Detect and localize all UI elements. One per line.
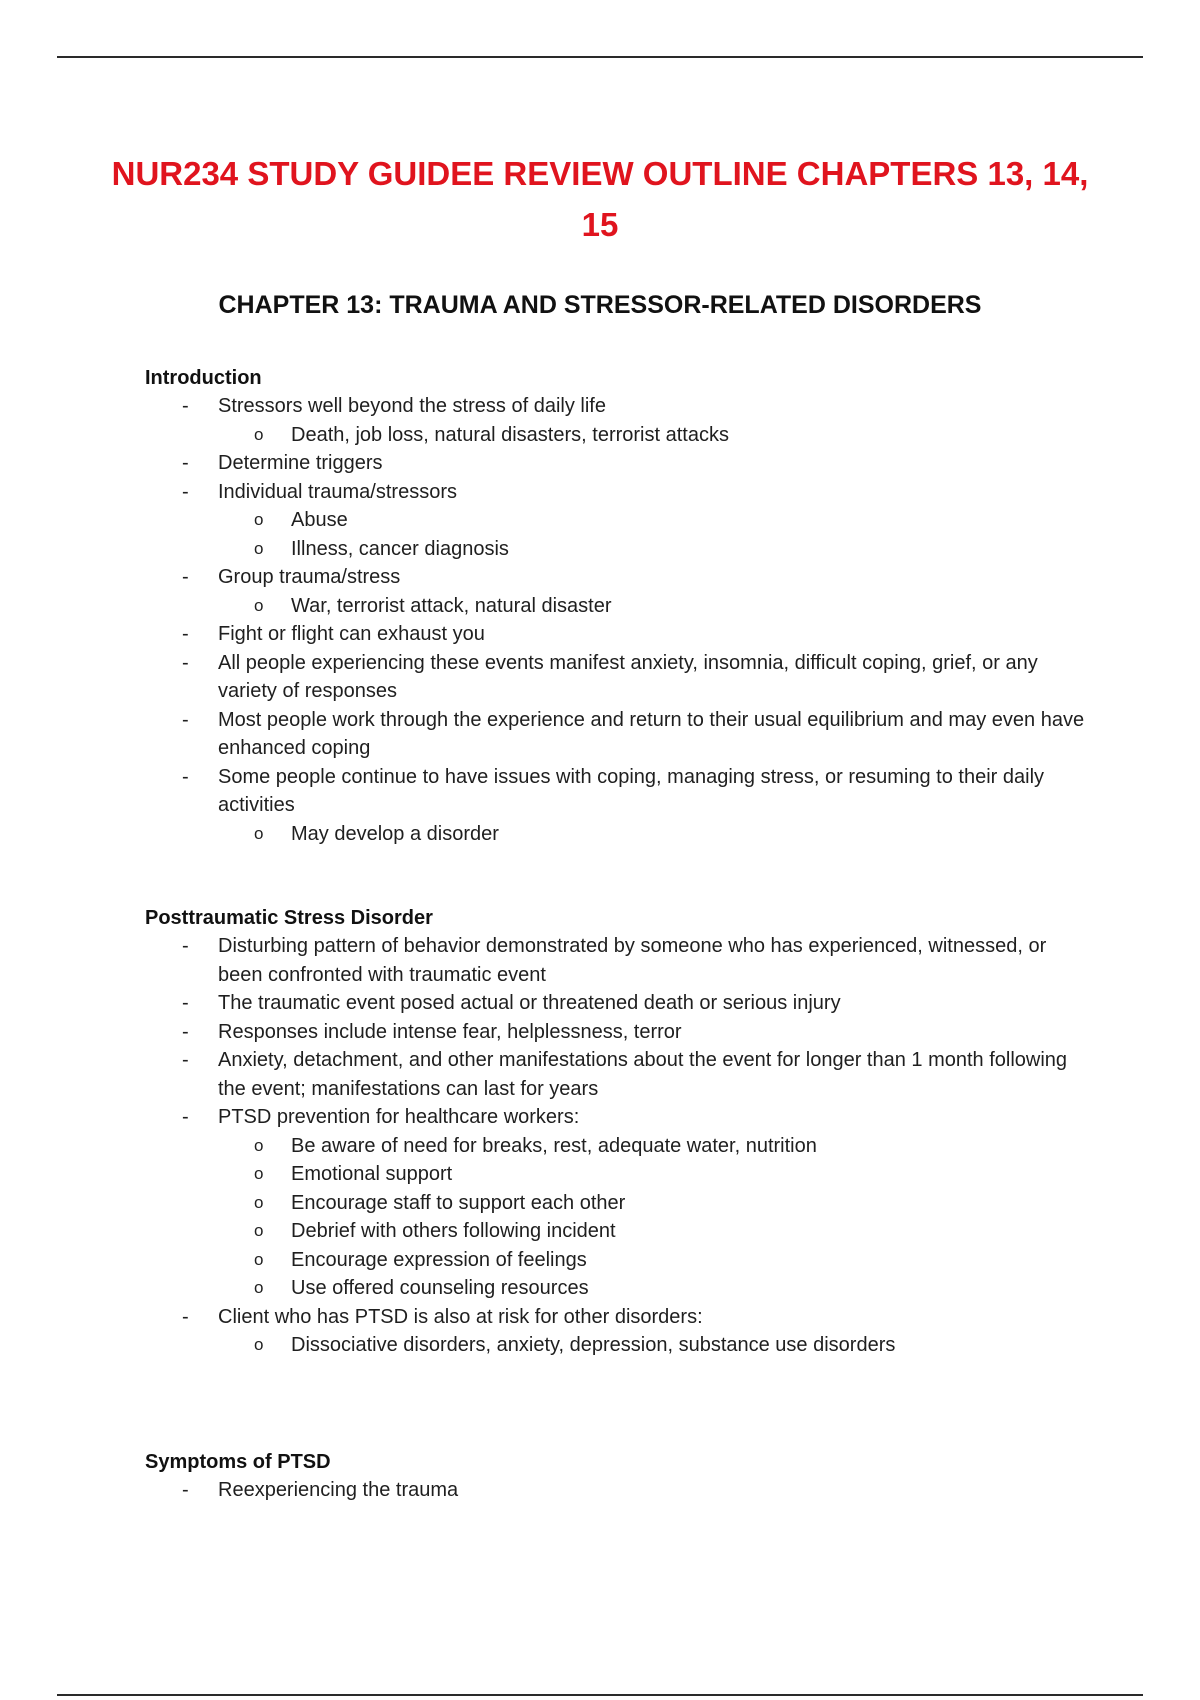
list-item-text: Most people work through the experience and return to their usual equilibrium and may even have enhanced coping [218, 708, 1085, 759]
sub-list-item: o Be aware of need for breaks, rest, adequate water, nutrition [218, 1132, 1085, 1161]
list-item [145, 1476, 1085, 1505]
list-item-text: Individual trauma/stressors [218, 480, 457, 503]
top-rule [57, 56, 1143, 58]
section-introduction [145, 364, 1085, 848]
section-heading: Symptoms of PTSD [145, 1451, 331, 1473]
list-item-text: Fight or flight can exhaust you [218, 623, 485, 645]
list-item-text: Anxiety, detachment, and other manifestations about the event for longer than 1 month following the event; manifestations can last for years [218, 1049, 1068, 1100]
list-item [145, 449, 1085, 478]
sub-list-item: o Abuse [218, 506, 1085, 535]
list-item-text: Responses include intense fear, helplessness, terror [218, 1020, 682, 1043]
sub-list [218, 506, 1085, 563]
list-item [145, 1046, 1085, 1103]
sub-list-item: o Encourage expression of feelings [218, 1246, 1085, 1275]
section-ptsd [145, 904, 1085, 1360]
list-item [145, 932, 1085, 989]
list-item-text: Some people continue to have issues with coping, managing stress, or resuming to their daily activities [218, 765, 1045, 816]
sub-list [218, 1331, 1085, 1360]
chapter-heading: CHAPTER 13: TRAUMA AND STRESSOR-RELATED DISORDERS [218, 291, 982, 319]
section-heading: Posttraumatic Stress Disorder [145, 907, 433, 929]
list-item [145, 392, 1085, 449]
sub-list-item: o Use offered counseling resources [218, 1274, 1085, 1303]
sub-list [218, 820, 1085, 849]
sub-list-item: o Encourage staff to support each other [218, 1189, 1085, 1218]
list-item [145, 763, 1085, 849]
list-item-text: Disturbing pattern of behavior demonstrated by someone who has experienced, witnessed, or been confronted with traumatic event [218, 935, 1047, 986]
list-item [145, 620, 1085, 649]
bullet-list [145, 1476, 1085, 1505]
sub-list [218, 592, 1085, 621]
document-title: NUR234 STUDY GUIDEE REVIEW OUTLINE CHAPTERS 13, 14, 15 [111, 155, 1089, 243]
sub-list-item: o War, terrorist attack, natural disaster [218, 592, 1085, 621]
list-item [145, 478, 1085, 564]
sub-list-item: o Emotional support [218, 1160, 1085, 1189]
sub-list-item: o Illness, cancer diagnosis [218, 535, 1085, 564]
list-item [145, 649, 1085, 706]
list-item-text: All people experiencing these events manifest anxiety, insomnia, difficult coping, grief, or any variety of responses [218, 651, 1038, 702]
sub-list [218, 1132, 1085, 1303]
bullet-list [145, 932, 1085, 1360]
sub-list-item: o Death, job loss, natural disasters, terrorist attacks [218, 421, 1085, 450]
sub-list [218, 421, 1085, 450]
list-item-text: Group trauma/stress [218, 566, 401, 588]
list-item-text: Determine triggers [218, 452, 383, 474]
list-item [145, 989, 1085, 1018]
list-item [145, 563, 1085, 620]
section-symptoms-of-ptsd [145, 1448, 1085, 1505]
list-item [145, 706, 1085, 763]
bullet-list [145, 392, 1085, 848]
list-item [145, 1018, 1085, 1047]
sub-list-item: o May develop a disorder [218, 820, 1085, 849]
sub-list-item: o Debrief with others following incident [218, 1217, 1085, 1246]
sub-list-item: o Dissociative disorders, anxiety, depression, substance use disorders [218, 1331, 1085, 1360]
list-item [145, 1103, 1085, 1303]
list-item-text: Stressors well beyond the stress of daily life [218, 395, 606, 417]
list-item-text: Client who has PTSD is also at risk for other disorders: [218, 1305, 703, 1328]
list-item-text: Reexperiencing the trauma [218, 1479, 459, 1501]
section-heading: Introduction [145, 367, 262, 389]
list-item-text: The traumatic event posed actual or threatened death or serious injury [218, 992, 841, 1014]
list-item-text: PTSD prevention for healthcare workers: [218, 1106, 580, 1128]
bottom-rule [57, 1694, 1143, 1696]
list-item [145, 1303, 1085, 1360]
